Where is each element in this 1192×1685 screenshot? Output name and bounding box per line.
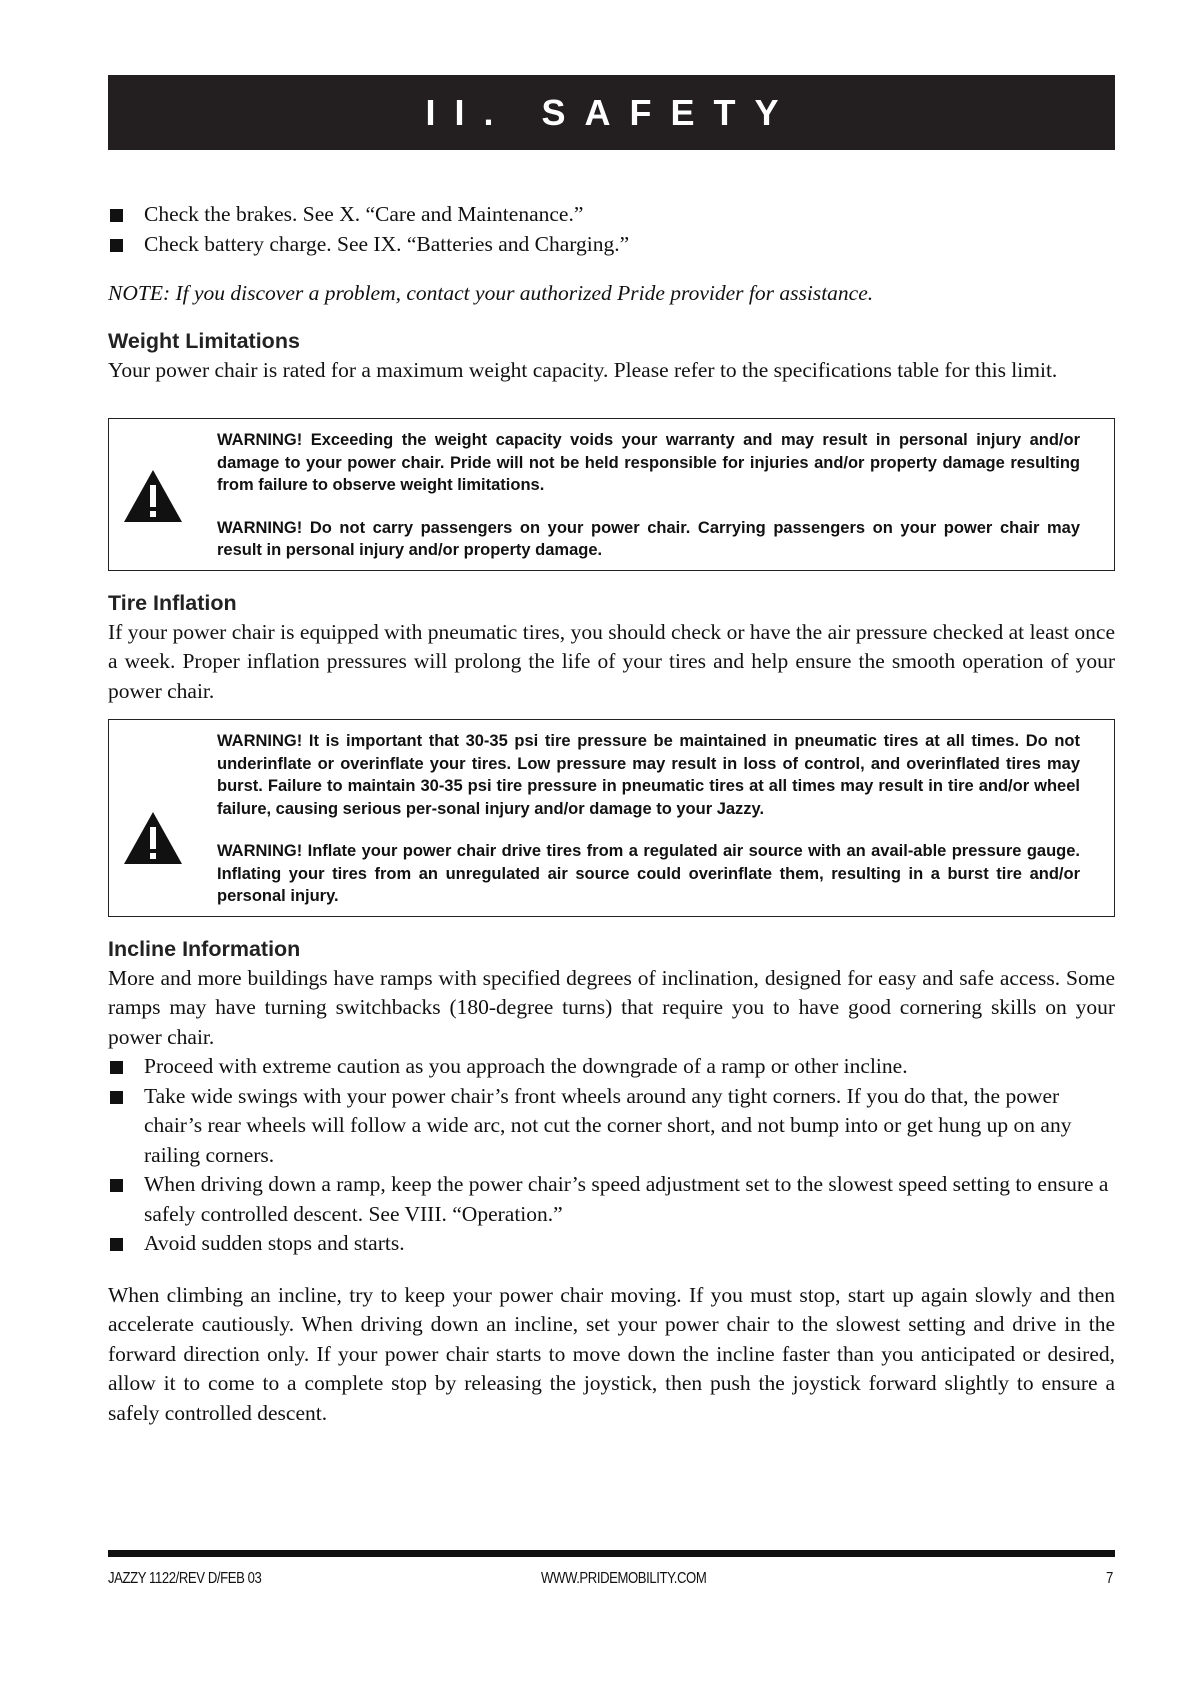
list-item: Check battery charge. See IX. “Batteries and Charging.” xyxy=(108,230,1115,260)
bullet-square-icon xyxy=(110,239,123,252)
warning-box-tire xyxy=(108,719,1115,917)
section-title-bar xyxy=(108,75,1115,150)
incline-body: More and more buildings have ramps with specified degrees of inclination, designed for easy and safe access. Some ramps may have turning switchbacks (180-degree turns) that require you to have good cornering skills on your power chair. xyxy=(108,965,1115,1049)
page-content xyxy=(108,200,1115,1428)
note-text: NOTE: If you discover a problem, contact your authorized Pride provider for assistance. xyxy=(108,281,874,305)
weight-body: Your power chair is rated for a maximum weight capacity. Please refer to the specifications table for this limit. xyxy=(108,357,1058,382)
warning-triangle-icon xyxy=(122,810,184,866)
warning-text: WARNING! Exceeding the weight capacity voids your warranty and may result in personal injury and/or damage to your power chair. Pride will not be held responsible for injuries and/or property damage resulting from failure to observe weight limitations. xyxy=(217,431,1080,494)
heading-tire-inflation: Tire Inflation xyxy=(108,590,237,615)
heading-weight-limitations: Weight Limitations xyxy=(108,328,300,353)
bullet-square-icon xyxy=(110,1061,123,1074)
warning-text: WARNING! Do not carry passengers on your power chair. Carrying passengers on your power chair may result in personal injury and/or property damage. xyxy=(217,518,1080,559)
incline-list xyxy=(108,1052,1115,1259)
heading-incline-information: Incline Information xyxy=(108,936,301,961)
incline-closing: When climbing an incline, try to keep your power chair moving. If you must stop, start up again slowly and then accelerate cautiously. When driving down an incline, set your power chair to the slowest setting and drive in the forward direction only. If your power chair starts to move down the incline faster than you anticipated or desired, allow it to come to a complete stop by releasing the joystick, then push the joystick forward slightly to ensure a safely controlled descent. xyxy=(108,1282,1115,1425)
footer-doc-id: JAZZY 1122/REV D/FEB 03 xyxy=(108,1570,262,1587)
warning-box-weight xyxy=(108,418,1115,571)
list-item: Proceed with extreme caution as you approach the downgrade of a ramp or other incline. xyxy=(108,1052,1115,1082)
section-title: II. SAFETY xyxy=(425,91,798,133)
warning-triangle-icon xyxy=(122,468,184,524)
bullet-square-icon xyxy=(110,1091,123,1104)
bullet-square-icon xyxy=(110,209,123,222)
list-item: When driving down a ramp, keep the power chair’s speed adjustment set to the slowest speed setting to ensure a safely controlled descent. See VIII. “Operation.” xyxy=(108,1170,1115,1229)
page-number: 7 xyxy=(1106,1570,1113,1587)
check-list xyxy=(108,200,1115,259)
list-item: Take wide swings with your power chair’s front wheels around any tight corners. If you do that, the power chair’s rear wheels will follow a wide arc, not cut the corner short, and not bump into or get hung up on any railing corners. xyxy=(108,1082,1115,1171)
bullet-square-icon xyxy=(110,1179,123,1192)
warning-text: WARNING! Inflate your power chair drive tires from a regulated air source with an avail-able pressure gauge. Inflating your tires from an unregulated air source could overinflate them, resulting in a burst tire and/or personal injury. xyxy=(217,842,1080,905)
warning-text: WARNING! It is important that 30-35 psi tire pressure be maintained in pneumatic tires at all times. Do not underinflate or overinflate your tires. Low pressure may result in loss of control, and overinflated tires may burst. Failure to maintain 30-35 psi tire pressure in pneumatic tires at all times may result in tire and/or wheel failure, causing serious per-sonal injury and/or damage to your Jazzy. xyxy=(217,732,1080,818)
list-item: Avoid sudden stops and starts. xyxy=(108,1229,1115,1259)
list-item: Check the brakes. See X. “Care and Maintenance.” xyxy=(108,200,1115,230)
footer-rule xyxy=(108,1550,1115,1557)
footer-website: WWW.PRIDEMOBILITY.COM xyxy=(541,1570,707,1587)
tire-body: If your power chair is equipped with pneumatic tires, you should check or have the air pressure checked at least once a week. Proper inflation pressures will prolong the life of your tires and help ensure the smooth operation of your power chair. xyxy=(108,619,1115,703)
bullet-square-icon xyxy=(110,1238,123,1251)
